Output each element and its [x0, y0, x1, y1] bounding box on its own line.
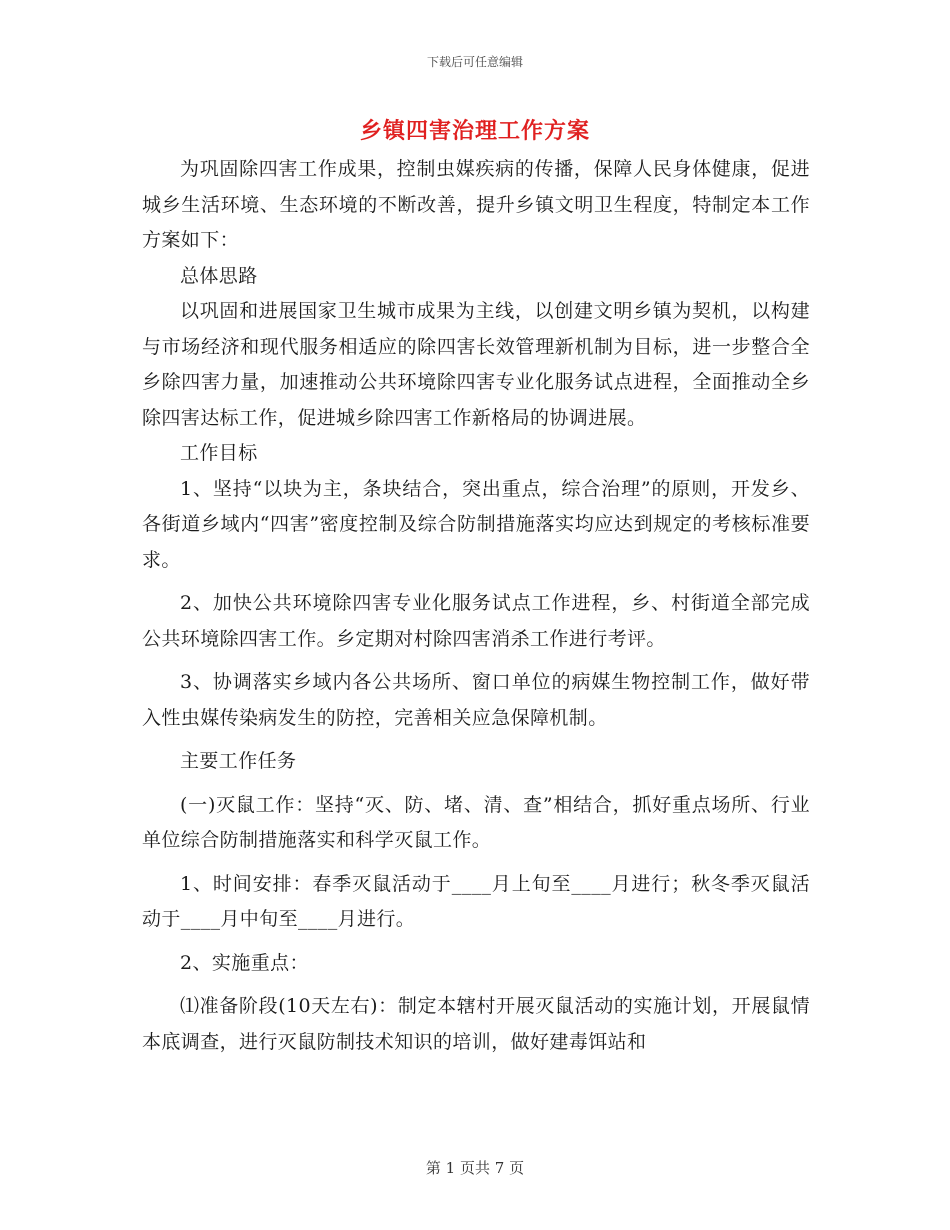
section-heading-work-goals: 工作目标	[180, 442, 258, 464]
task-preparation-stage: ⑴准备阶段(10天左右)：制定本辖村开展灭鼠活动的实施计划，开展鼠情本底调查，进行灭鼠防制技术知识的培训，做好建毒饵站和	[142, 995, 810, 1053]
task-time-schedule: 1、时间安排：春季灭鼠活动于____月上旬至____月进行；秋冬季灭鼠活动于____月中旬至____月进行。	[142, 872, 810, 930]
section-heading-main-tasks: 主要工作任务	[180, 750, 297, 772]
document-body	[142, 152, 810, 1060]
document-title: 乡镇四害治理工作方案	[359, 119, 590, 144]
goal-item-3: 3、协调落实乡域内各公共场所、窗口单位的病媒生物控制工作，做好带入性虫媒传染病发生的防控，完善相关应急保障机制。	[142, 671, 810, 729]
intro-paragraph: 为巩固除四害工作成果，控制虫媒疾病的传播，保障人民身体健康，促进城乡生活环境、生态环境的不断改善，提升乡镇文明卫生程度，特制定本工作方案如下：	[142, 158, 810, 251]
goal-item-2: 2、加快公共环境除四害专业化服务试点工作进程，乡、村街道全部完成公共环境除四害工作。乡定期对村除四害消杀工作进行考评。	[142, 592, 810, 650]
page-header-note: 下载后可任意编辑	[426, 55, 523, 69]
section-heading-overall-idea: 总体思路	[180, 264, 258, 287]
task-implementation-focus: 2、实施重点：	[180, 951, 309, 974]
task-rodent-control: (一)灭鼠工作：坚持“灭、防、堵、清、查”相结合，抓好重点场所、行业单位综合防制措施落实和科学灭鼠工作。	[142, 793, 810, 851]
page-number: 第 1 页共 7 页	[425, 1159, 525, 1177]
goal-item-1: 1、坚持“以块为主，条块结合，突出重点，综合治理”的原则，开发乡、各街道乡域内“四害”密度控制及综合防制措施落实均应达到规定的考核标准要求。	[142, 477, 810, 571]
overall-idea-paragraph: 以巩固和进展国家卫生城市成果为主线，以创建文明乡镇为契机，以构建与市场经济和现代服务相适应的除四害长效管理新机制为目标，进一步整合全乡除四害力量，加速推动公共环境除四害专业化服务试点进程，全面推动全乡除四害达标工作，促进城乡除四害工作新格局的协调进展。	[142, 300, 810, 429]
